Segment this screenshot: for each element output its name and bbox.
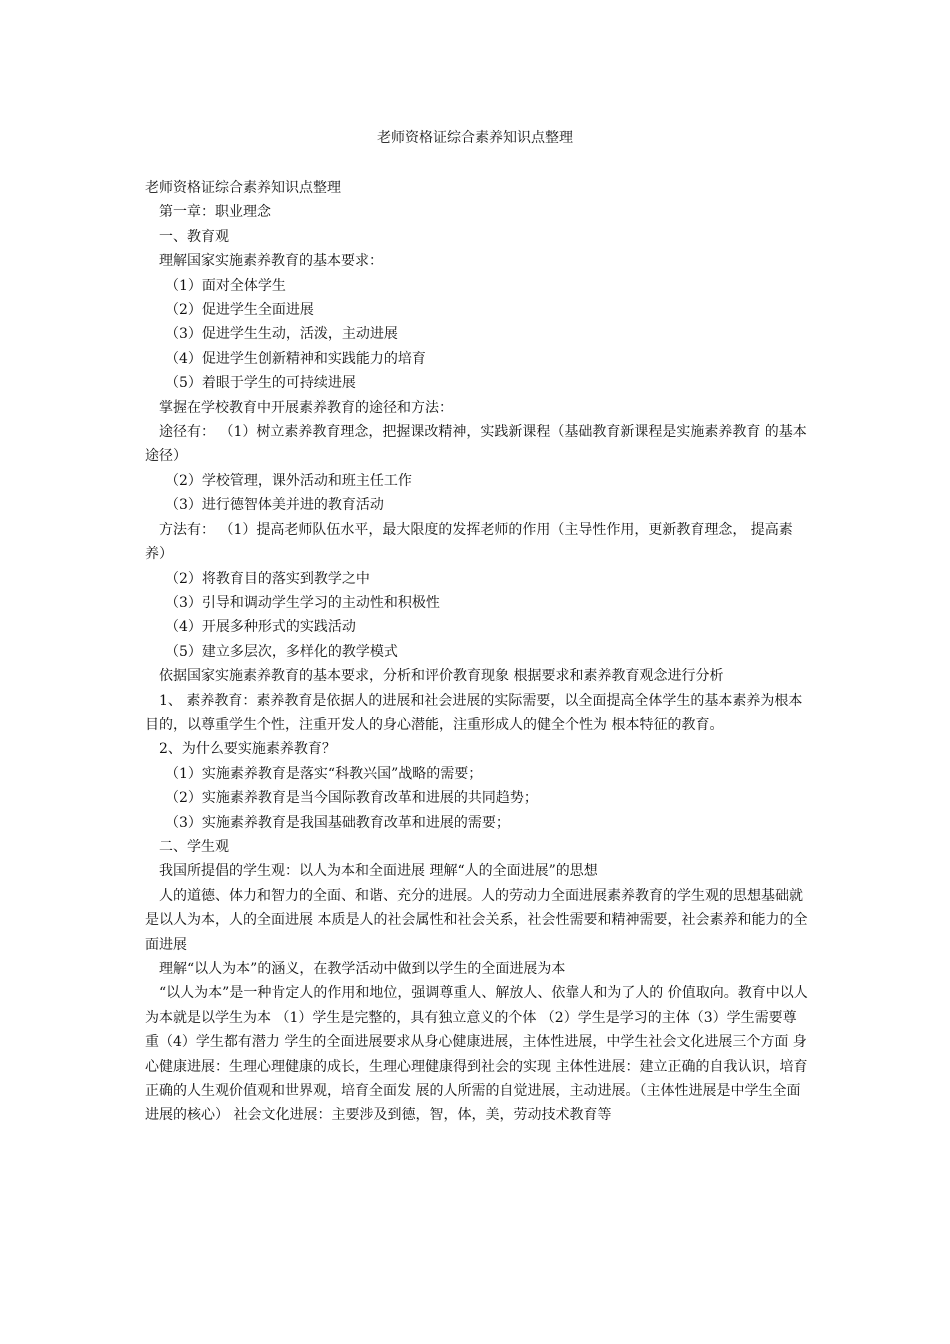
paragraph: 我国所提倡的学生观：以人为本和全面进展 理解“人的全面进展”的思想 xyxy=(159,863,598,880)
chapter-heading: 第一章：职业理念 xyxy=(159,204,271,221)
list-item: （1）实施素养教育是落实“科教兴国”战略的需要； xyxy=(165,765,483,782)
paragraph-paths: 途径有： （1）树立素养教育理念，把握课改精神，实践新课程（基础教育新课程是实施素养教育 的基本途径） xyxy=(145,424,807,465)
paragraph: 理解国家实施素养教育的基本要求： xyxy=(159,253,383,270)
paragraph: 人的道德、体力和智力的全面、和谐、充分的进展。人的劳动力全面进展素养教育的学生观的思想基础就是以人为本，人的全面进展 本质是人的社会属性和社会关系，社会性需要和精神需要，社会素养和能力的全 面进展 xyxy=(145,887,808,953)
paragraph-definition: 1、 素养教育：素养教育是依据人的进展和社会进展的实际需要，以全面提高全体学生的基本素养为根本目的，以尊重学生个性，注重开发人的身心潜能，注重形成人的健全个性为 根本特征的教育。 xyxy=(145,692,803,733)
list-item: （2）促进学生全面进展 xyxy=(165,302,314,319)
section-heading-student-view: 二、学生观 xyxy=(159,838,229,855)
document-title: 老师资格证综合素养知识点整理 xyxy=(377,130,573,146)
paragraph-methods: 方法有： （1）提高老师队伍水平，最大限度的发挥老师的作用（主导性作用，更新教育理念， 提高素养） xyxy=(145,521,793,563)
list-item: （3）进行德智体美并进的教育活动 xyxy=(165,497,384,514)
list-item: （3）促进学生生动，活泼，主动进展 xyxy=(165,326,398,343)
section-heading-education-view: 一、教育观 xyxy=(159,228,229,245)
paragraph: 掌握在学校教育中开展素养教育的途径和方法： xyxy=(159,399,453,416)
paragraph-intro-title: 老师资格证综合素养知识点整理 xyxy=(145,180,341,196)
list-item: （3）引导和调动学生学习的主动性和积极性 xyxy=(165,594,440,611)
list-item: （5）建立多层次，多样化的教学模式 xyxy=(165,643,398,660)
list-item: （2）实施素养教育是当今国际教育改革和进展的共同趋势； xyxy=(165,790,538,807)
list-item: （5）着眼于学生的可持续进展 xyxy=(165,375,356,392)
paragraph: 理解“以人为本”的涵义，在教学活动中做到以学生的全面进展为本 xyxy=(159,961,566,977)
paragraph: “以人为本”是一种肯定人的作用和地位，强调尊重人、解放人、依靠人和为了人的 价值取向。教育中以人为本就是以学生为本 （1）学生是完整的，具有独立意义的个体 （2）学生是学习的主体（3）学生需要尊重（4）学生都有潜力 学生的全面进展要求从身心健康进展，主体性进展，中学生社会文化进展三个方面 身心健康进展：生理心理健康的成长，生理心理健康得到社会的实现 主体性进展：建立正确的自我认识，培育正确的人生观价值观和世界观，培育全面发 展的人所需的自觉进展，主动进展。（主体性进展是中学生全面进展的核心） 社会文化进展：主要涉及到德，智，体，美，劳动技术教育等 xyxy=(145,985,808,1124)
list-item: （2）学校管理，课外活动和班主任工作 xyxy=(165,472,412,489)
list-item: （3）实施素养教育是我国基础教育改革和进展的需要； xyxy=(165,814,510,831)
list-item: （4）促进学生创新精神和实践能力的培育 xyxy=(165,350,426,367)
list-item: （2）将教育目的落实到教学之中 xyxy=(165,570,370,587)
document-body xyxy=(145,176,810,1128)
list-item: （1）面对全体学生 xyxy=(165,277,286,294)
list-item: （4）开展多种形式的实践活动 xyxy=(165,619,356,636)
paragraph: 依据国家实施素养教育的基本要求，分析和评价教育现象 根据要求和素养教育观念进行分析 xyxy=(159,668,724,685)
paragraph: 2、为什么要实施素养教育？ xyxy=(159,741,336,758)
